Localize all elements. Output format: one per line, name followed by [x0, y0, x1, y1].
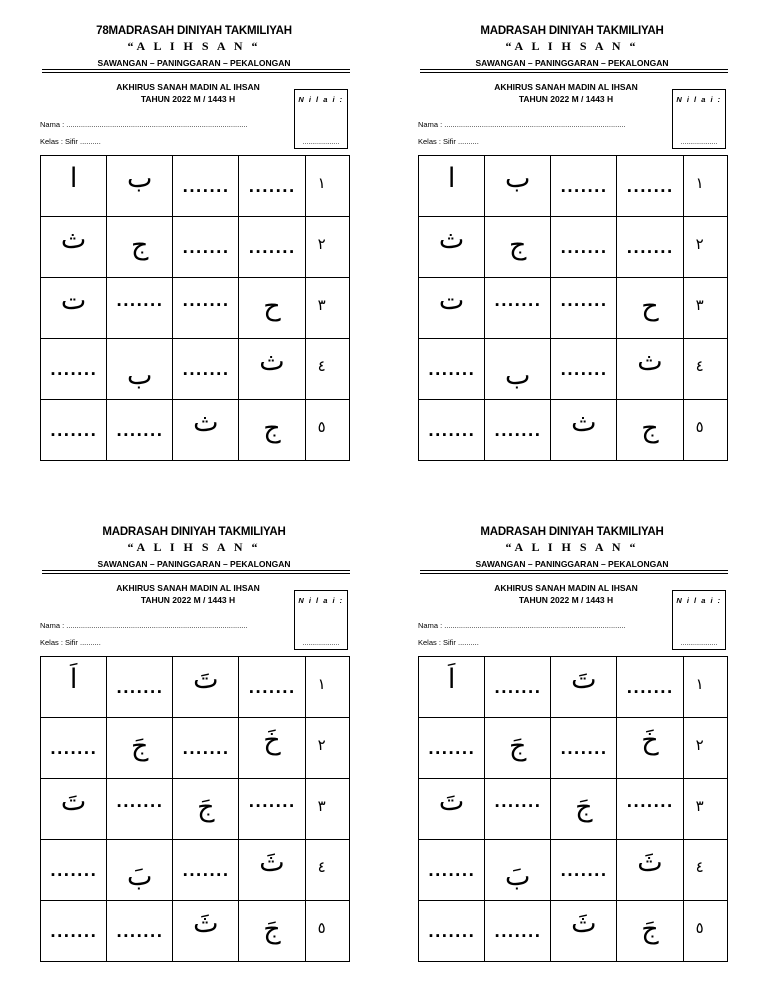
arabic-letter: ث	[259, 346, 285, 377]
answer-blank: .......	[626, 679, 674, 697]
grid-cell	[419, 779, 485, 840]
grid-row	[419, 156, 728, 217]
answer-blank: .......	[428, 422, 476, 440]
header-divider	[420, 573, 728, 574]
grid-cell	[41, 779, 107, 840]
score-blank: ...................	[302, 640, 340, 647]
grid-cell	[107, 901, 173, 962]
row-number-cell	[683, 840, 727, 901]
answer-blank: .......	[626, 793, 674, 811]
grid-cell	[485, 657, 551, 718]
arabic-letter: ث	[637, 346, 663, 377]
answer-blank: .......	[560, 292, 608, 310]
score-label: N i l a i :	[298, 596, 344, 605]
grid-cell	[107, 657, 173, 718]
arabic-letter: جَ	[263, 914, 281, 945]
arabic-letter: بَ	[127, 861, 153, 892]
grid-cell	[173, 779, 239, 840]
score-box	[294, 89, 348, 149]
arabic-letter: ث	[438, 224, 465, 255]
grid-cell	[239, 217, 305, 278]
row-number-cell	[683, 278, 727, 339]
header-divider	[42, 573, 350, 574]
row-number-cell	[683, 657, 727, 718]
score-blank: ...................	[302, 139, 340, 146]
header-divider	[420, 72, 728, 73]
row-number-cell	[305, 339, 349, 400]
school-title: MADRASAH DINIYAH TAKMILIYAH	[480, 526, 664, 538]
grid-cell	[173, 718, 239, 779]
grid-cell	[173, 901, 239, 962]
row-number-cell	[683, 217, 727, 278]
arabic-letter: ثَ	[571, 908, 597, 939]
arabic-letter: ب	[505, 163, 531, 194]
answer-blank: .......	[560, 239, 608, 257]
score-label: N i l a i :	[676, 95, 722, 104]
arabic-letter: اَ	[447, 664, 456, 695]
grid-cell	[173, 840, 239, 901]
class-field: Kelas : Sifir ..........	[40, 638, 101, 647]
grid-cell	[419, 840, 485, 901]
name-field: Nama : .......................................................................................	[40, 120, 248, 129]
exam-title-line: AKHIRUS SANAH MADIN AL IHSAN	[494, 82, 638, 92]
answer-blank: .......	[248, 178, 296, 196]
worksheet	[38, 524, 350, 984]
answer-blank: .......	[116, 923, 164, 941]
answer-blank: .......	[494, 292, 542, 310]
grid-cell	[551, 718, 617, 779]
worksheet	[38, 23, 350, 483]
answer-blank: .......	[116, 422, 164, 440]
row-number-cell	[683, 339, 727, 400]
header-divider	[42, 69, 350, 70]
row-number-cell	[683, 156, 727, 217]
grid-cell	[239, 901, 305, 962]
row-number-cell	[305, 718, 349, 779]
grid-cell	[41, 400, 107, 461]
row-number: ٣	[695, 296, 704, 314]
grid-cell	[617, 400, 683, 461]
grid-cell	[617, 278, 683, 339]
arabic-letter: ج	[641, 413, 659, 444]
grid-cell	[107, 156, 173, 217]
answer-blank: .......	[494, 923, 542, 941]
row-number: ٢	[695, 235, 704, 253]
grid-cell	[617, 156, 683, 217]
arabic-letter: جَ	[575, 792, 593, 823]
grid-row	[419, 339, 728, 400]
grid-cell	[41, 278, 107, 339]
school-title: MADRASAH DINIYAH TAKMILIYAH	[102, 526, 286, 538]
arabic-letter: ت	[60, 285, 87, 316]
exam-title	[88, 81, 288, 105]
answer-blank: .......	[248, 793, 296, 811]
grid-cell	[551, 901, 617, 962]
arabic-letter: ث	[571, 407, 597, 438]
grid-cell	[173, 400, 239, 461]
grid-cell	[107, 400, 173, 461]
answer-blank: .......	[626, 239, 674, 257]
grid-row	[419, 278, 728, 339]
exam-title	[466, 582, 666, 606]
exam-year-line: TAHUN 2022 M / 1443 H	[140, 595, 236, 605]
arabic-letter: تَ	[60, 786, 87, 817]
row-number: ٤	[695, 357, 704, 375]
arabic-letter: بَ	[505, 861, 531, 892]
worksheet	[416, 524, 728, 984]
grid-row	[41, 779, 350, 840]
grid-cell	[485, 718, 551, 779]
grid-cell	[617, 840, 683, 901]
grid-cell	[173, 156, 239, 217]
grid-cell	[617, 339, 683, 400]
grid-cell	[419, 278, 485, 339]
answer-blank: .......	[50, 422, 98, 440]
arabic-letter: ث	[193, 407, 219, 438]
arabic-letter: خَ	[641, 725, 659, 756]
grid-cell	[617, 779, 683, 840]
grid-row	[419, 657, 728, 718]
school-name: “A L I H S A N “	[505, 540, 639, 554]
answer-blank: .......	[428, 923, 476, 941]
arabic-letter: ث	[60, 224, 87, 255]
grid-cell	[173, 657, 239, 718]
arabic-letter: خَ	[263, 725, 281, 756]
arabic-letter: ا	[447, 163, 456, 194]
grid-cell	[485, 901, 551, 962]
score-box	[294, 590, 348, 650]
row-number-cell	[305, 901, 349, 962]
grid-cell	[239, 400, 305, 461]
grid-row	[41, 840, 350, 901]
answer-blank: .......	[182, 862, 230, 880]
arabic-letter: اَ	[69, 664, 78, 695]
grid-row	[41, 400, 350, 461]
grid-cell	[485, 156, 551, 217]
grid-cell	[107, 217, 173, 278]
row-number-cell	[305, 156, 349, 217]
letter-grid	[40, 155, 350, 461]
row-number: ١	[695, 675, 704, 693]
grid-cell	[419, 901, 485, 962]
grid-cell	[419, 339, 485, 400]
school-title: 78MADRASAH DINIYAH TAKMILIYAH	[96, 25, 292, 37]
grid-cell	[617, 217, 683, 278]
answer-blank: .......	[494, 679, 542, 697]
arabic-letter: ب	[127, 360, 153, 391]
grid-cell	[551, 840, 617, 901]
row-number-cell	[305, 400, 349, 461]
grid-cell	[551, 339, 617, 400]
class-field: Kelas : Sifir ..........	[418, 137, 479, 146]
grid-cell	[173, 278, 239, 339]
grid-cell	[239, 840, 305, 901]
grid-cell	[419, 657, 485, 718]
answer-blank: .......	[248, 679, 296, 697]
score-label: N i l a i :	[298, 95, 344, 104]
school-address: SAWANGAN – PANINGGARAN – PEKALONGAN	[475, 58, 669, 68]
arabic-letter: ب	[505, 360, 531, 391]
answer-blank: .......	[182, 361, 230, 379]
class-field: Kelas : Sifir ..........	[418, 638, 479, 647]
school-name: “A L I H S A N “	[127, 540, 261, 554]
arabic-letter: ج	[263, 413, 281, 444]
score-box	[672, 590, 726, 650]
answer-blank: .......	[116, 679, 164, 697]
row-number: ٥	[695, 418, 704, 436]
grid-cell	[419, 217, 485, 278]
header-divider	[42, 570, 350, 571]
school-address: SAWANGAN – PANINGGARAN – PEKALONGAN	[475, 559, 669, 569]
row-number-cell	[683, 718, 727, 779]
arabic-letter: ج	[508, 230, 527, 261]
grid-cell	[551, 400, 617, 461]
grid-cell	[41, 718, 107, 779]
row-number: ٥	[695, 919, 704, 937]
answer-blank: .......	[560, 740, 608, 758]
row-number: ١	[317, 174, 326, 192]
header-divider	[42, 72, 350, 73]
school-title: MADRASAH DINIYAH TAKMILIYAH	[480, 25, 664, 37]
grid-cell	[551, 278, 617, 339]
row-number-cell	[683, 400, 727, 461]
grid-row	[41, 278, 350, 339]
row-number: ٣	[317, 797, 326, 815]
grid-row	[41, 156, 350, 217]
answer-blank: .......	[560, 361, 608, 379]
row-number: ٢	[317, 736, 326, 754]
grid-cell	[239, 657, 305, 718]
answer-blank: .......	[50, 862, 98, 880]
answer-blank: .......	[182, 239, 230, 257]
grid-row	[419, 718, 728, 779]
grid-cell	[419, 156, 485, 217]
name-field: Nama : .......................................................................................	[40, 621, 248, 630]
grid-row	[41, 901, 350, 962]
grid-cell	[617, 657, 683, 718]
arabic-letter: ب	[127, 163, 153, 194]
answer-blank: .......	[560, 862, 608, 880]
exam-title-line: AKHIRUS SANAH MADIN AL IHSAN	[116, 82, 260, 92]
exam-title-line: AKHIRUS SANAH MADIN AL IHSAN	[494, 583, 638, 593]
grid-cell	[41, 840, 107, 901]
grid-row	[41, 217, 350, 278]
row-number: ١	[695, 174, 704, 192]
answer-blank: .......	[50, 361, 98, 379]
row-number: ٤	[317, 357, 326, 375]
arabic-letter: ثَ	[193, 908, 219, 939]
grid-cell	[551, 217, 617, 278]
arabic-letter: ت	[438, 285, 465, 316]
arabic-letter: ج	[130, 230, 149, 261]
grid-cell	[617, 901, 683, 962]
grid-cell	[41, 657, 107, 718]
grid-cell	[41, 339, 107, 400]
grid-cell	[551, 156, 617, 217]
row-number: ٢	[317, 235, 326, 253]
score-label: N i l a i :	[676, 596, 722, 605]
letter-grid	[418, 656, 728, 962]
worksheet	[416, 23, 728, 483]
grid-row	[419, 217, 728, 278]
grid-cell	[41, 217, 107, 278]
row-number: ٥	[317, 418, 326, 436]
grid-cell	[485, 339, 551, 400]
answer-blank: .......	[560, 178, 608, 196]
row-number: ٣	[317, 296, 326, 314]
grid-cell	[239, 718, 305, 779]
exam-year-line: TAHUN 2022 M / 1443 H	[518, 595, 614, 605]
header-divider	[420, 69, 728, 70]
row-number: ٥	[317, 919, 326, 937]
row-number-cell	[683, 901, 727, 962]
score-blank: ...................	[680, 640, 718, 647]
grid-row	[419, 840, 728, 901]
grid-cell	[239, 779, 305, 840]
row-number-cell	[683, 779, 727, 840]
answer-blank: .......	[116, 292, 164, 310]
answer-blank: .......	[428, 740, 476, 758]
row-number-cell	[305, 657, 349, 718]
arabic-letter: ثَ	[259, 847, 285, 878]
arabic-letter: ا	[69, 163, 78, 194]
row-number: ٤	[317, 858, 326, 876]
grid-cell	[107, 339, 173, 400]
grid-row	[419, 901, 728, 962]
answer-blank: .......	[50, 740, 98, 758]
grid-cell	[107, 278, 173, 339]
row-number: ٤	[695, 858, 704, 876]
grid-cell	[485, 840, 551, 901]
row-number-cell	[305, 840, 349, 901]
arabic-letter: تَ	[571, 664, 597, 695]
row-number-cell	[305, 779, 349, 840]
grid-cell	[173, 217, 239, 278]
school-name: “A L I H S A N “	[505, 39, 639, 53]
grid-cell	[107, 779, 173, 840]
arabic-letter: ثَ	[637, 847, 663, 878]
grid-cell	[485, 278, 551, 339]
answer-blank: .......	[182, 178, 230, 196]
grid-cell	[239, 156, 305, 217]
answer-blank: .......	[182, 292, 230, 310]
answer-blank: .......	[248, 239, 296, 257]
answer-blank: .......	[428, 361, 476, 379]
answer-blank: .......	[626, 178, 674, 196]
grid-cell	[41, 156, 107, 217]
grid-cell	[551, 779, 617, 840]
grid-cell	[419, 400, 485, 461]
arabic-letter: ح	[263, 291, 281, 322]
answer-blank: .......	[116, 793, 164, 811]
letter-grid	[40, 656, 350, 962]
row-number-cell	[305, 278, 349, 339]
arabic-letter: جَ	[197, 792, 215, 823]
arabic-letter: تَ	[438, 786, 465, 817]
name-field: Nama : .......................................................................................	[418, 120, 626, 129]
arabic-letter: تَ	[193, 664, 219, 695]
exam-year-line: TAHUN 2022 M / 1443 H	[518, 94, 614, 104]
letter-grid	[418, 155, 728, 461]
answer-blank: .......	[428, 862, 476, 880]
grid-cell	[617, 718, 683, 779]
grid-cell	[485, 400, 551, 461]
grid-row	[419, 400, 728, 461]
row-number-cell	[305, 217, 349, 278]
header-divider	[420, 570, 728, 571]
grid-cell	[239, 339, 305, 400]
answer-blank: .......	[494, 422, 542, 440]
row-number: ١	[317, 675, 326, 693]
grid-row	[41, 718, 350, 779]
name-field: Nama : .......................................................................................	[418, 621, 626, 630]
exam-year-line: TAHUN 2022 M / 1443 H	[140, 94, 236, 104]
row-number: ٣	[695, 797, 704, 815]
answer-blank: .......	[50, 923, 98, 941]
school-address: SAWANGAN – PANINGGARAN – PEKALONGAN	[97, 559, 291, 569]
score-blank: ...................	[680, 139, 718, 146]
arabic-letter: ح	[641, 291, 659, 322]
answer-blank: .......	[182, 740, 230, 758]
answer-blank: .......	[494, 793, 542, 811]
grid-cell	[41, 901, 107, 962]
grid-cell	[485, 217, 551, 278]
grid-row	[419, 779, 728, 840]
exam-title	[466, 81, 666, 105]
grid-cell	[107, 840, 173, 901]
arabic-letter: جَ	[508, 731, 527, 762]
school-name: “A L I H S A N “	[127, 39, 261, 53]
exam-title-line: AKHIRUS SANAH MADIN AL IHSAN	[116, 583, 260, 593]
grid-row	[41, 657, 350, 718]
grid-cell	[485, 779, 551, 840]
grid-cell	[239, 278, 305, 339]
grid-row	[41, 339, 350, 400]
exam-title	[88, 582, 288, 606]
row-number: ٢	[695, 736, 704, 754]
arabic-letter: جَ	[641, 914, 659, 945]
grid-cell	[173, 339, 239, 400]
grid-cell	[551, 657, 617, 718]
arabic-letter: جَ	[130, 731, 149, 762]
class-field: Kelas : Sifir ..........	[40, 137, 101, 146]
grid-cell	[419, 718, 485, 779]
score-box	[672, 89, 726, 149]
school-address: SAWANGAN – PANINGGARAN – PEKALONGAN	[97, 58, 291, 68]
grid-cell	[107, 718, 173, 779]
